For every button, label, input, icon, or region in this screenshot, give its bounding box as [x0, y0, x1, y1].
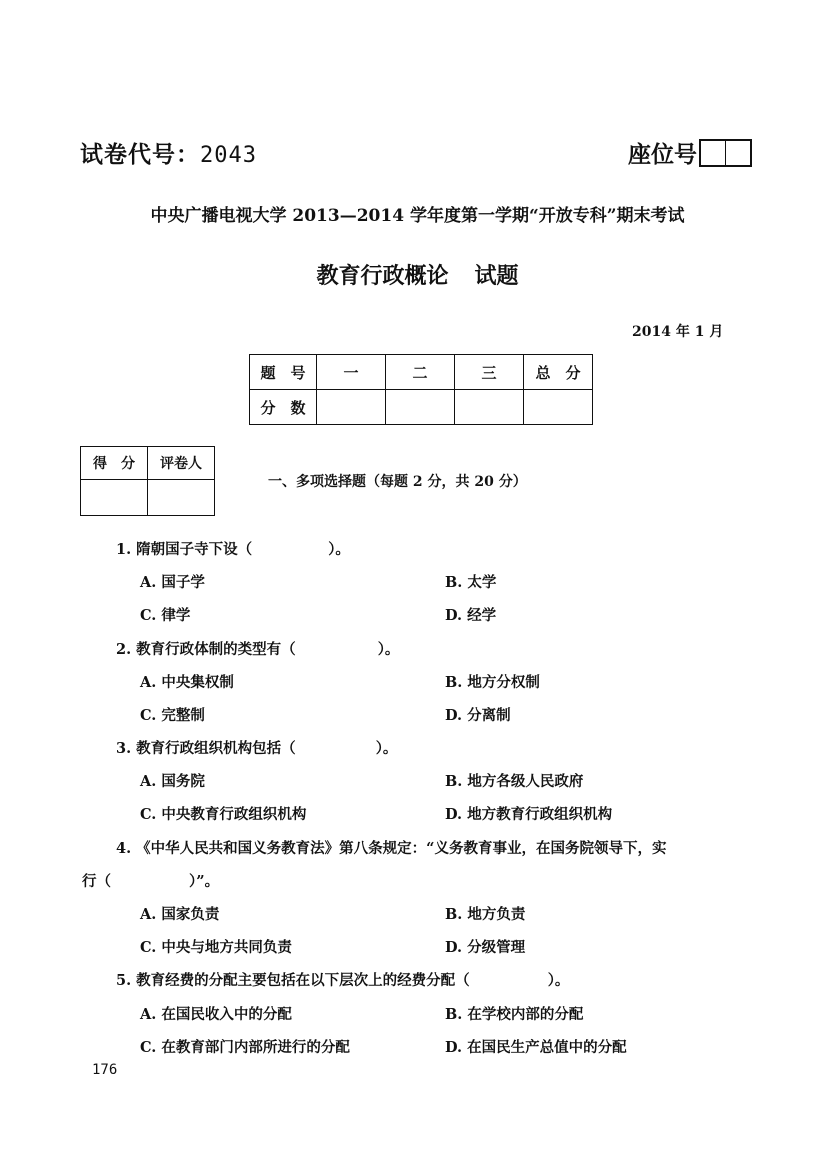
- option: B. 地方分权制: [445, 674, 540, 691]
- grader-table: [80, 446, 215, 516]
- option: B. 地方负责: [445, 906, 526, 923]
- score-table-header: 题 号: [250, 355, 317, 390]
- title-kind: 试题: [474, 263, 519, 289]
- question-end: ）。: [377, 641, 400, 658]
- question-stem: 1. 隋朝国子寺下设（: [116, 541, 253, 558]
- score-table-header: 总 分: [524, 355, 593, 390]
- question-4-line2: [82, 870, 219, 891]
- question-2: [116, 638, 399, 659]
- option: C. 律学: [140, 607, 191, 624]
- score-row-label: 分 数: [250, 390, 317, 425]
- option: A. 国务院: [140, 773, 205, 790]
- option: C. 在教育部门内部所进行的分配: [140, 1039, 350, 1056]
- question-end: ）。: [328, 541, 350, 558]
- question-stem: 5. 教育经费的分配主要包括在以下层次上的经费分配（: [116, 972, 470, 989]
- score-cell: [317, 390, 386, 425]
- option: B. 在学校内部的分配: [445, 1006, 584, 1023]
- option: D. 经学: [445, 607, 497, 624]
- option: A. 国家负责: [140, 906, 220, 923]
- option: D. 分离制: [445, 707, 511, 724]
- option: C. 中央与地方共同负责: [140, 939, 292, 956]
- section-title: 一、多项选择题（每题 2 分，共 20 分）: [268, 474, 527, 490]
- exam-code-label: 试卷代号：: [80, 141, 200, 168]
- seat-label: 座位号: [628, 141, 697, 168]
- seat-number-boxes: [699, 139, 752, 167]
- question-5: [116, 969, 569, 990]
- exam-title: [0, 259, 835, 290]
- grader-name-header: 评卷人: [148, 447, 215, 480]
- seat-number: [628, 136, 752, 169]
- question-3: [116, 737, 397, 758]
- option: A. 国子学: [140, 574, 205, 591]
- question-end: ）。: [375, 740, 398, 757]
- score-table-header: 二: [386, 355, 455, 390]
- page-number: 176: [92, 1062, 118, 1078]
- question-stem: 4. 《中华人民共和国义务教育法》第八条规定：“义务教育事业，在国务院领导下，实: [116, 840, 667, 857]
- exam-date: 2014 年 1 月: [632, 324, 724, 340]
- grader-score-header: 得 分: [81, 447, 148, 480]
- course-name: 教育行政概论: [316, 263, 449, 289]
- grader-score-cell: [81, 480, 148, 516]
- question-end: ）。: [547, 972, 570, 989]
- question-1: [116, 538, 350, 559]
- score-cell: [386, 390, 455, 425]
- question-stem: 2. 教育行政体制的类型有（: [116, 641, 296, 658]
- option: D. 地方教育行政组织机构: [445, 806, 613, 823]
- option: D. 在国民生产总值中的分配: [445, 1039, 627, 1056]
- question-end: ）”。: [189, 873, 220, 890]
- score-cell: [455, 390, 524, 425]
- option: B. 太学: [445, 574, 497, 591]
- score-table-header: 三: [455, 355, 524, 390]
- question-stem-cont: 行（: [82, 873, 111, 890]
- score-cell: [524, 390, 593, 425]
- option: C. 中央教育行政组织机构: [140, 806, 307, 823]
- exam-header: 中央广播电视大学 2013—2014 学年度第一学期“开放专科”期末考试: [150, 206, 685, 226]
- option: B. 地方各级人民政府: [445, 773, 584, 790]
- option: A. 中央集权制: [140, 674, 234, 691]
- option: C. 完整制: [140, 707, 205, 724]
- question-stem: 3. 教育行政组织机构包括（: [116, 740, 296, 757]
- option: A. 在国民收入中的分配: [140, 1006, 292, 1023]
- score-table-header: 一: [317, 355, 386, 390]
- option: D. 分级管理: [445, 939, 526, 956]
- question-4: [116, 837, 761, 858]
- exam-code-value: 2043: [200, 143, 257, 168]
- score-table: [249, 354, 593, 425]
- exam-code: [80, 136, 257, 169]
- grader-name-cell: [148, 480, 215, 516]
